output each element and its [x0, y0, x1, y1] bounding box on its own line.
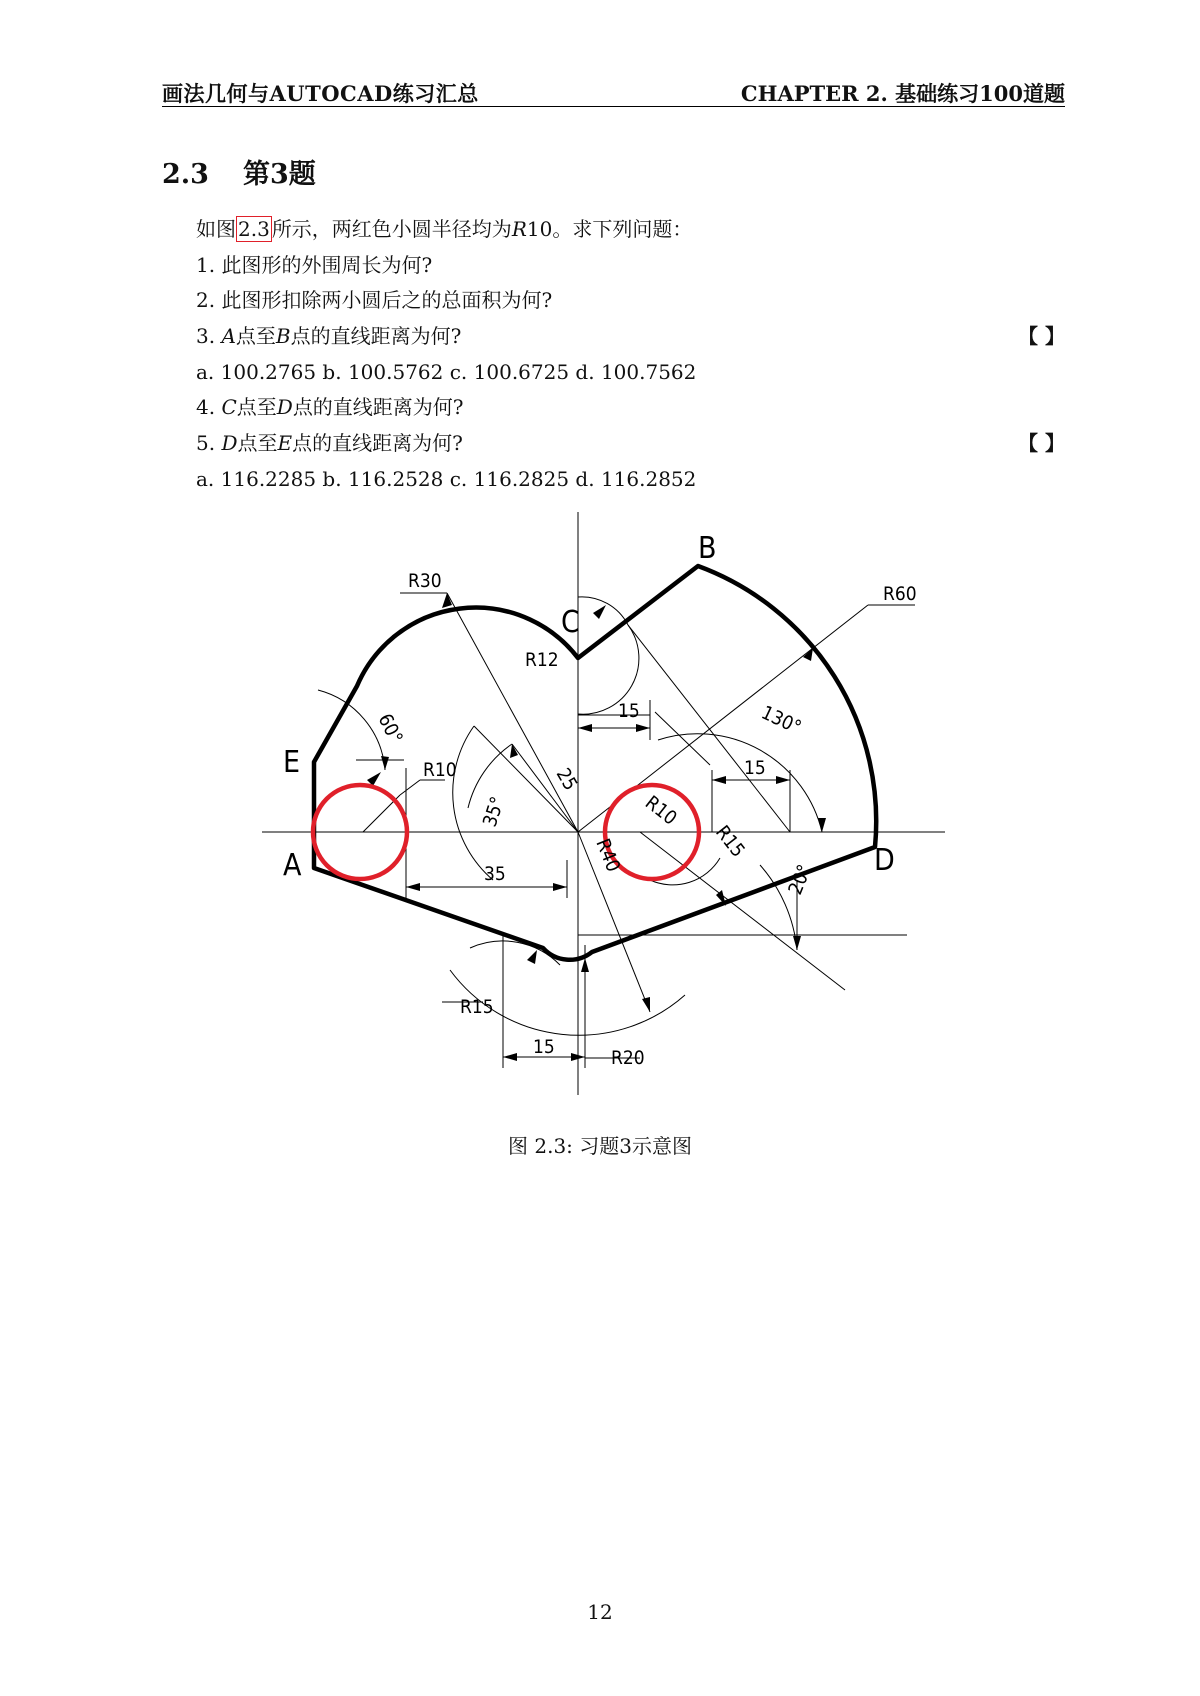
- angle-35: 35°: [478, 793, 510, 830]
- intro-line: [196, 212, 1065, 248]
- answer-bracket-q3: 【 】: [1018, 324, 1065, 349]
- cad-drawing: [250, 510, 970, 1110]
- q4-rest: 点的直线距离为何?: [292, 395, 464, 420]
- section-heading: [162, 152, 316, 191]
- question-3-options: a. 100.2765 b. 100.5762 c. 100.6725 d. 100.7562: [196, 359, 697, 384]
- dim-r10-left: R10: [423, 759, 457, 781]
- header-chapter: CHAPTER 2. 基础练习100道题: [740, 81, 1065, 106]
- question-1: 1. 此图形的外围周长为何?: [196, 252, 433, 277]
- question-3: [196, 319, 1065, 355]
- dim-r60: R60: [883, 583, 917, 605]
- dim-15-top: 15: [618, 700, 640, 722]
- intro-text: 所示，两红色小圆半径均为: [271, 217, 512, 241]
- answer-bracket-q5: 【 】: [1018, 431, 1065, 456]
- angle-60: 60°: [373, 710, 407, 748]
- question-4: [196, 390, 1065, 426]
- q4-var-d: D: [276, 395, 293, 420]
- dim-r40: R40: [591, 835, 625, 876]
- q4-prefix: 4.: [196, 395, 222, 420]
- q3-var-a: A: [221, 324, 236, 349]
- problem-text: [196, 212, 1065, 498]
- point-label-b: B: [698, 531, 717, 566]
- figure-caption: 图 2.3: 习题3示意图: [508, 1134, 692, 1158]
- q5-rest: 点的直线距离为何?: [292, 431, 463, 456]
- page-number: 12: [587, 1600, 613, 1624]
- q4-var-c: C: [221, 395, 237, 420]
- q5-prefix: 5.: [196, 431, 222, 456]
- dim-15-right: 15: [744, 757, 766, 779]
- construction-lines: [356, 593, 915, 1068]
- q3-var-b: B: [275, 324, 291, 349]
- question-5: [196, 426, 1065, 462]
- construction-arcs: [318, 597, 822, 1035]
- dim-r20: R20: [611, 1047, 645, 1069]
- question-2: 2. 此图形扣除两小圆后之的总面积为何?: [196, 288, 553, 313]
- q4-mid: 点至: [236, 395, 277, 420]
- intro-var: R: [511, 217, 527, 241]
- intro-text-end: 10。求下列问题：: [526, 217, 693, 241]
- intro-prefix: 如图: [196, 217, 236, 241]
- angle-130: 130°: [757, 701, 805, 739]
- point-label-c: C: [561, 605, 580, 640]
- q3-rest: 点的直线距离为何?: [290, 324, 462, 349]
- dim-r10-right: R10: [640, 791, 681, 830]
- section-title: 第3题: [242, 159, 316, 190]
- dim-25: 25: [551, 764, 582, 795]
- dimension-arrows: [367, 593, 826, 1061]
- part-outline: [314, 566, 876, 960]
- q5-var-d: D: [221, 431, 238, 456]
- point-label-a: A: [283, 848, 302, 883]
- dim-r12: R12: [525, 649, 559, 671]
- center-lines: [262, 512, 945, 1095]
- q3-prefix: 3.: [196, 324, 222, 349]
- q3-mid: 点至: [235, 324, 276, 349]
- q5-mid: 点至: [237, 431, 278, 456]
- dim-15-bottom: 15: [533, 1036, 555, 1058]
- section-number: 2.3: [162, 159, 209, 190]
- point-label-d: D: [874, 843, 895, 878]
- dim-r30: R30: [408, 570, 442, 592]
- dim-35: 35: [484, 863, 506, 885]
- running-header: [162, 74, 1065, 107]
- dim-r15-bottom: R15: [460, 996, 494, 1018]
- question-5-options: a. 116.2285 b. 116.2528 c. 116.2825 d. 116.2852: [196, 466, 697, 491]
- dim-r15-right: R15: [711, 821, 750, 862]
- figure-ref-link[interactable]: 2.3: [238, 217, 270, 241]
- header-book-title: 画法几何与AUTOCAD练习汇总: [162, 81, 479, 106]
- q5-var-e: E: [277, 431, 293, 456]
- angle-20: 20°: [784, 861, 816, 898]
- point-label-e: E: [283, 745, 301, 780]
